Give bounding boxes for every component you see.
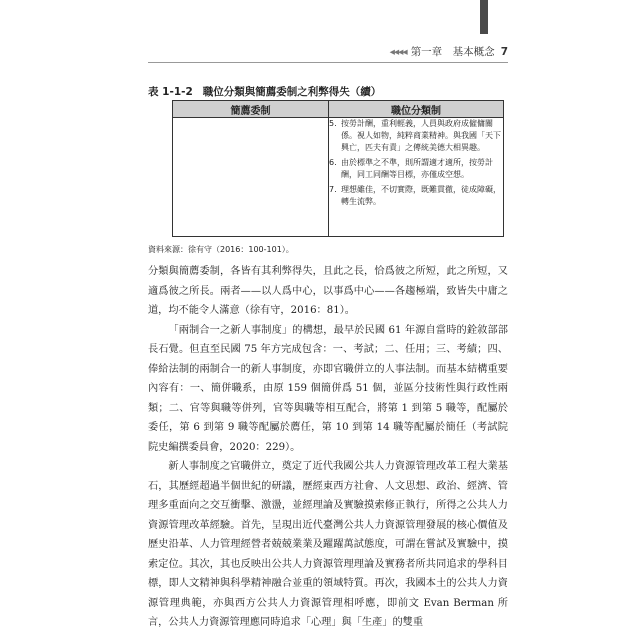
chapter-title: 第一章 基本概念 bbox=[410, 46, 495, 58]
table-cell bbox=[329, 118, 504, 237]
table-row bbox=[173, 118, 504, 237]
list-item: 7. 理想雖佳，不切實際，既難貫徹，徒成障礙，轉生流弊。 bbox=[329, 185, 501, 206]
table-title: 職位分類與簡薦委制之利弊得失（續） bbox=[202, 86, 382, 98]
source-note: 資料來源：徐有守（2016：100-101）。 bbox=[148, 245, 294, 254]
column-header: 簡薦委制 bbox=[173, 101, 329, 118]
paragraph: 「兩制合一之新人事制度」的構想，最早於民國 61 年源自當時的銓敘部部長石覺。但直至民國 75 年方完成包含：一、考試；二、任用；三、考績；四、俸給法制的兩制合一的新人事制度，亦即官職併立的人事法制。而基本結構重要內容有：一、簡併職系，由原 159 個簡併爲 51 個，並區分技術性與行政性兩類；二、官等與職等併列，官等與職等相互配合，將第 1 到第 5 職等，配屬於委任，第 6 到第 9 職等配屬於薦任，第 10 到第 14 職等配屬於簡任（考試院院史編撰委員會，2020：229）。 bbox=[148, 324, 508, 453]
page-number: 7 bbox=[500, 46, 508, 58]
table-number: 表 1-1-2 bbox=[148, 86, 193, 98]
running-head bbox=[390, 44, 508, 59]
table-caption bbox=[148, 84, 381, 99]
list-item: 5. 按勞計酬，重利輕義，人員與政府成僱傭關係。視人如物，純粹商業精神。與我國「天下興亡，匹夫有責」之傳統美德大相異趣。 bbox=[329, 119, 501, 152]
table-cell-empty bbox=[173, 118, 329, 237]
arrow-icon: ◂◂◂◂ bbox=[389, 46, 407, 58]
paragraph: 新人事制度之官職併立，奠定了近代我國公共人力資源管理改革工程大業基石，其歷經超過半個世紀的研議，歷經東西方社會、人文思想、政治、經濟、管理多重面向之交互衝擊、激盪，並經理論及實驗摸索修正執行，所得之公共人力資源管理改革經驗。首先，呈現出近代臺灣公共人力資源管理發展的核心價值及歷史沿革、人力管理經營者兢兢業業及躍躍萬試態度，可謂在嘗試及實驗中，摸索定位。其次，其也反映出公共人力資源管理理論及實務者所共同追求的學科目標，即人文精神與科學精神融合並重的領域特質。再次，我國本土的公共人力資源管理典範，亦與西方公共人力資源管理相呼應，即前文 Evan Berman 所言，公共人力資源管理應同時追求「心理」與「生產」的雙重 bbox=[148, 461, 508, 628]
header-rule bbox=[148, 62, 508, 63]
column-header: 職位分類制 bbox=[329, 101, 504, 118]
comparison-table bbox=[172, 100, 504, 237]
paragraph: 分類與簡薦委制，各皆有其利弊得失，且此之長，恰爲彼之所短，此之所短，又適爲彼之所長。兩者——以人爲中心，以事爲中心——各趨極端，致皆失中庸之道，均不能令人滿意（徐有守，2016：81）。 bbox=[148, 266, 508, 316]
chapter-tab-mark bbox=[480, 0, 488, 34]
list-item: 6. 由於標準之不準，則所謂適才適所，按勞計酬，同工同酬等目標，亦僅成空想。 bbox=[329, 158, 493, 179]
body-text bbox=[148, 262, 508, 633]
